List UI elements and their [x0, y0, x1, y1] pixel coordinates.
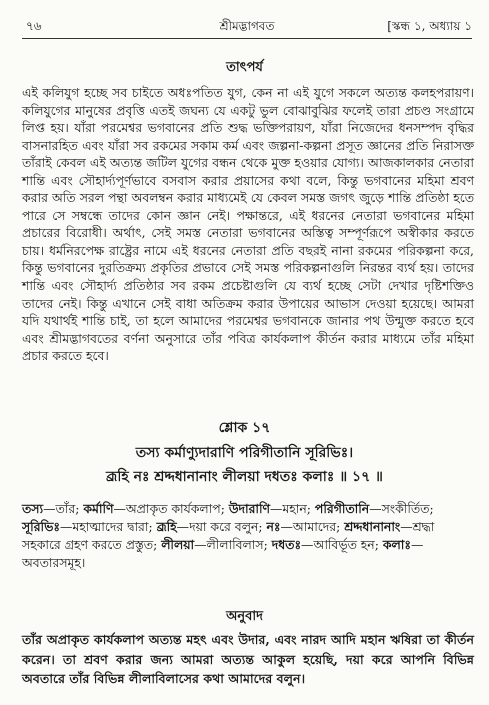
translation-text: তাঁর অপ্রাকৃত কার্যকলাপ অত্যন্ত মহৎ এবং উদার, এবং নারদ আদি মহান ঋষিরা তা কীর্তন করেন। তা শ্রবণ করার জন্য আমরা অত্যন্ত আকুল হয়েছি, দয়া করে আপনি বিভিন্ন অবতারে তাঁর বিভিন্ন লীলাবিলাসের কথা আমাদের বলুন। — [22, 632, 474, 686]
synonyms-block: তস্য—তাঁর; কর্মাণি—অপ্রাকৃত কার্যকলাপ; উদারাণি—মহান; পরিগীতানি—সংকীর্তিত; সূরিভিঃ—মহাত্মাদের দ্বারা; ব্রূহি—দয়া করে বলুন; নঃ—আমাদের; শ্রদ্দধানানাং—শ্রদ্ধা সহকারে গ্রহণ করতে প্রস্তুত; লীলয়া—লীলাবিলাস; দধতঃ—আবির্ভূত হন; কলাঃ—অবতারসমূহ। — [22, 501, 435, 570]
synonym-meaning: আবির্ভূত হন — [313, 537, 375, 552]
synonym-word: পরিগীতানি — [314, 501, 370, 516]
translation-heading: অনুবাদ — [226, 609, 263, 624]
synonym-word: সূরিভিঃ — [22, 519, 60, 534]
synonym-word: উদারাণি — [228, 501, 271, 516]
synonym-meaning: আমাদের — [292, 519, 337, 534]
synonym-meaning: দয়া করে বলুন — [189, 519, 259, 534]
verse-line-2: ব্রূহি নঃ শ্রদ্দধানানাং লীলয়া দধতঃ কলাঃ ॥ ১৭ ॥ — [106, 469, 383, 485]
synonym-word: লীলয়া — [161, 537, 195, 552]
synonym-word: দধতঃ — [271, 537, 302, 552]
synonym-meaning: তাঁর — [55, 501, 76, 516]
synonym-meaning: সংকীর্তিত — [381, 501, 430, 516]
synonym-meaning: অবতারসমূহ — [22, 555, 81, 570]
synonym-word: কলাঃ — [382, 537, 411, 552]
verse-heading: শ্লোক ১৭ — [218, 420, 271, 436]
chapter-reference: [স্কন্ধ ১, অধ্যায় ১ — [387, 19, 472, 33]
page-header — [22, 16, 472, 36]
synonym-word: নঃ — [266, 519, 281, 534]
synonym-meaning: লীলাবিলাস — [206, 537, 264, 552]
page-number: ৭৬ — [26, 19, 42, 33]
book-title: শ্রীমদ্ভাগবত — [219, 19, 275, 33]
header-rule — [22, 38, 472, 39]
purport-heading: তাৎপর্য — [226, 60, 263, 75]
synonym-meaning: অপ্রাকৃত কার্যকলাপ — [125, 501, 221, 516]
purport-text: এই কলিযুগ হচ্ছে সব চাইতে অধঃপতিত যুগ, কেন না এই যুগে সকলে অত্যন্ত কলহপরায়ণ। কলিযুগের মানুষের প্রবৃত্তি এতই জঘন্য যে একটু ভুল বোঝাবুঝির ফলেই তারা প্রচণ্ড সংগ্রামে লিপ্ত হয়। যাঁরা পরমেশ্বর ভগবানের প্রতি শুদ্ধ ভক্তিপরায়ণ, যাঁরা নিজেদের ধনসম্পদ বৃদ্ধির বাসনারহিত এবং যাঁরা সব রকমের সকাম কর্ম এবং জল্পনা-কল্পনা প্রসূত জ্ঞানের প্রতি নিরাসক্ত তাঁরাই কেবল এই অত্যন্ত জটিল যুগের বন্ধন থেকে মুক্ত হওয়ার যোগ্য। আজকালকার নেতারা শান্তি এবং সৌহার্দ্যপূর্ণভাবে বসবাস করার প্রয়াসের কথা বলে, কিন্তু ভগবানের মহিমা শ্রবণ করার অতি সরল পন্থা অবলম্বন করার মাধ্যমেই যে কেবল সমস্ত জগৎ জুড়ে শান্তি প্রতিষ্ঠা হতে পারে সে সম্বন্ধে তাদের কোন জ্ঞান নেই। পক্ষান্তরে, এই ধরনের নেতারা ভগবানের মহিমা প্রচারের বিরোধী। অর্থাৎ, সেই সমস্ত নেতারা ভগবানের অস্তিত্ব সম্পূর্ণরূপে অস্বীকার করতে চায়। ধর্মনিরপেক্ষ রাষ্ট্রের নামে এই ধরনের নেতারা প্রতি বছরই নানা রকমের পরিকল্পনা করে, কিন্তু ভগবানের দুরতিক্রম্য প্রকৃতির প্রভাবে সেই সমস্ত পরিকল্পনাগুলি নিরন্তর ব্যর্থ হয়। তাদের শান্তি এবং সৌহার্দ্য প্রতিষ্ঠার সব রকম প্রচেষ্টাগুলি যে ব্যর্থ হচ্ছে সেটা দেখার দৃষ্টিশক্তিও তাদের নেই। কিন্তু এখানে সেই বাধা অতিক্রম করার উপায়ের আভাস দেওয়া হয়েছে। আমরা যদি যথার্থই শান্তি চাই, তা হলে আমাদের পরমেশ্বর ভগবানকে জানার পথ উন্মুক্ত করতে হবে এবং শ্রীমদ্ভাগবতের বর্ণনা অনুসারে তাঁর পবিত্র কার্যকলাপ কীর্তন করার মাধ্যমে তাঁর মহিমা প্রচার করতে হবে। — [22, 85, 474, 364]
synonym-word: তস্য — [22, 501, 44, 516]
synonym-meaning: মহান — [282, 501, 307, 516]
synonym-word: ব্রূহি — [156, 519, 177, 534]
synonym-meaning: মহাত্মাদের দ্বারা — [72, 519, 149, 534]
synonym-word: কর্মাণি — [83, 501, 114, 516]
synonym-meaning: শ্রদ্ধা সহকারে গ্রহণ করতে প্রস্তুত — [22, 519, 435, 552]
synonym-word: শ্রদ্দধানানাং — [344, 519, 401, 534]
verse-line-1: তস্য কর্মাণ্যুদারাণি পরিগীতানি সূরিভিঃ। — [135, 445, 354, 461]
